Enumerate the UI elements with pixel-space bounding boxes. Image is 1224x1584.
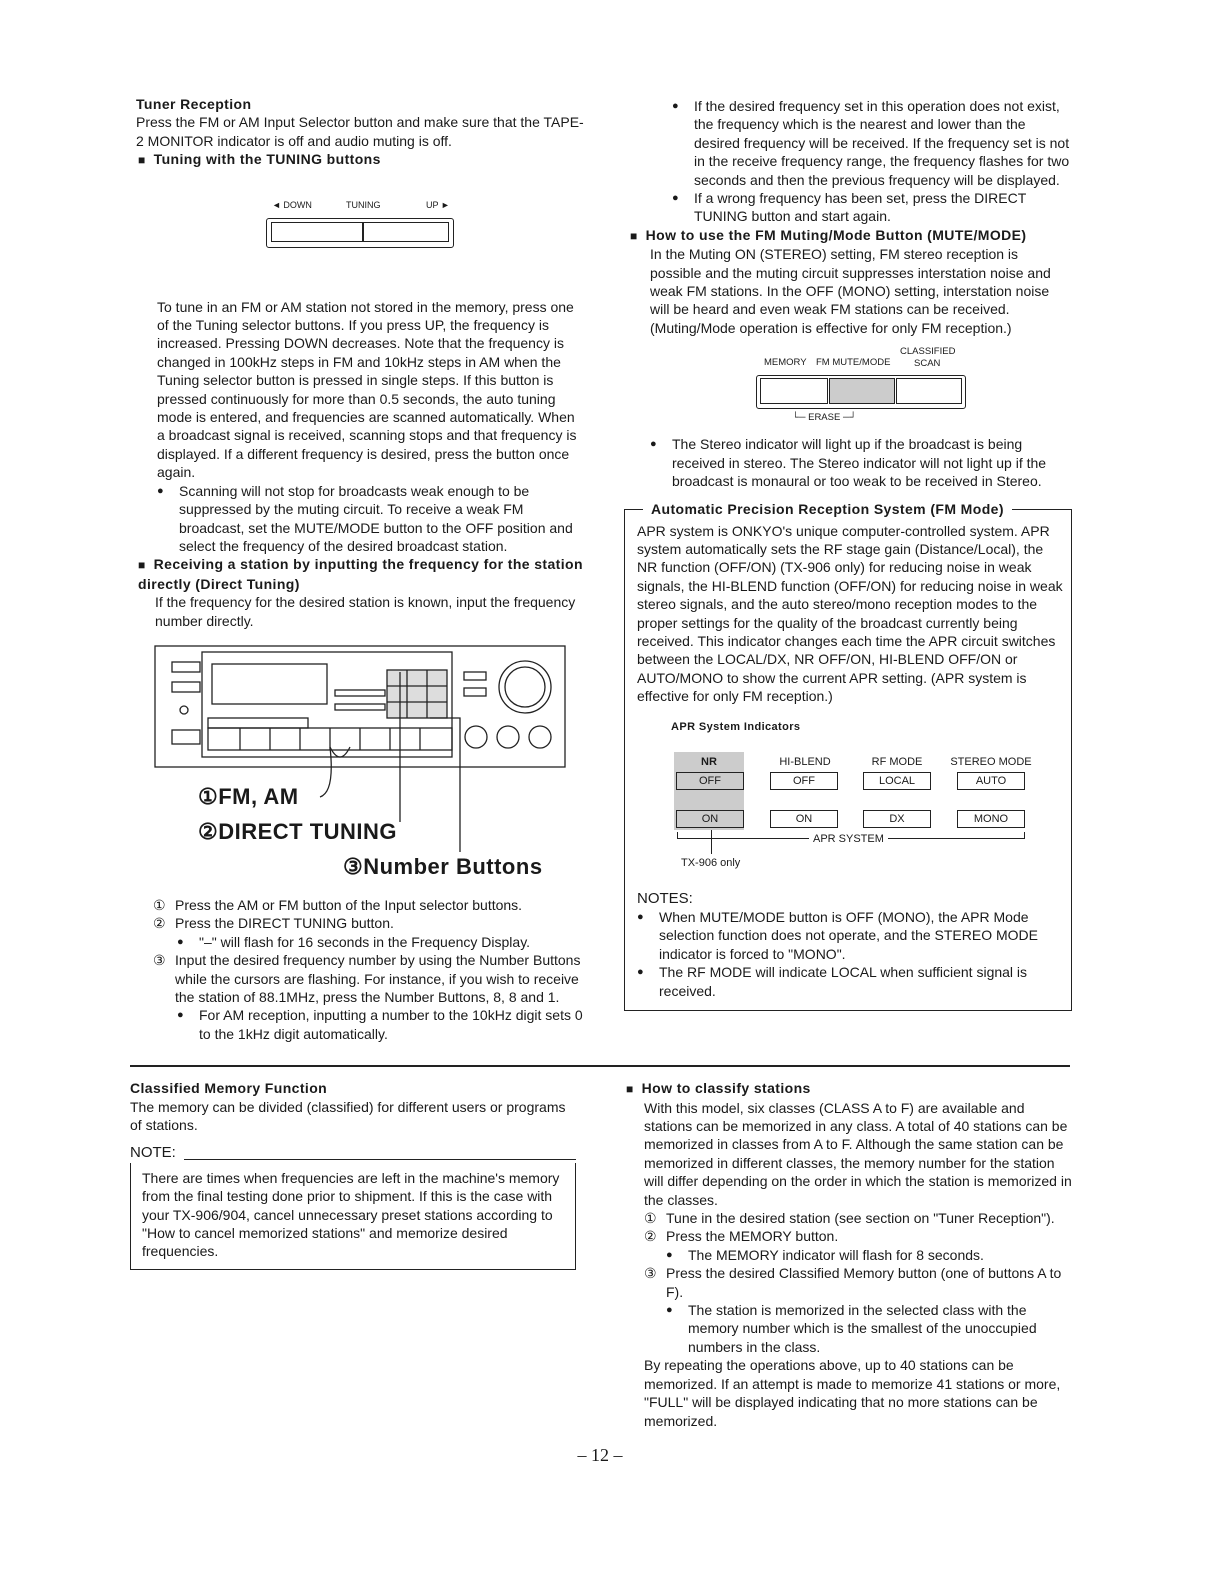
bottom-section bbox=[130, 1079, 1072, 1430]
page-content bbox=[130, 95, 1072, 1486]
muting-heading bbox=[630, 226, 1072, 245]
classify-closing: By repeating the operations above, up to 40 stations can be memorized. If an attempt is made to memorize 41 stations or more, "FULL" will be displayed indicating that no more stations can be memorized. bbox=[644, 1357, 1061, 1429]
up-label: UP ► bbox=[426, 199, 450, 210]
right-column bbox=[624, 97, 1072, 1011]
step-number: ② bbox=[644, 1228, 657, 1245]
apr-system-label: APR SYSTEM bbox=[809, 832, 888, 846]
step-text: Press the desired Classified Memory button (one of buttons A to F). bbox=[666, 1265, 1062, 1300]
tuning-paragraph: To tune in an FM or AM station not stored in the memory, press one of the Tuning selector buttons. If you press UP, the frequency is increased. Pressing DOWN decreases. Note that the frequency is changed in 100kHz steps in FM and 10kHz steps in AM when the Tuning selector button is pressed in single steps. If this button is pressed continuously for more than 0.5 seconds, the auto tuning mode is entered, and frequencies are scanned automatically. When a broadcast signal is received, scanning stops and that frequency is displayed. If a different frequency is desired, press the button once again. bbox=[157, 298, 577, 481]
stereo-mode-label: STEREO MODE bbox=[950, 755, 1032, 768]
tuning-buttons-diagram bbox=[262, 200, 458, 250]
step-text: Press the AM or FM button of the Input selector buttons. bbox=[175, 896, 523, 913]
step-3 bbox=[153, 951, 586, 1006]
note-rule bbox=[184, 1159, 576, 1160]
note-text: There are times when frequencies are left in the machine's memory from the final testing done prior to shipment. If this is the case with your TX-906/904, cancel unnecessary preset stations according to "How to cancel memorized stations" and memorize desired frequencies. bbox=[142, 1169, 560, 1260]
down-button bbox=[271, 222, 363, 242]
step-3-bullet: ● For AM reception, inputting a number to the 10kHz digit sets 0 to the 1kHz digit automatically. bbox=[177, 1006, 586, 1043]
rf-local-indicator: LOCAL bbox=[863, 772, 931, 790]
section-divider bbox=[130, 1065, 1070, 1067]
button-frame bbox=[756, 375, 966, 409]
step-number: ② bbox=[153, 915, 166, 932]
tuner-intro: Press the FM or AM Input Selector button and make sure that the TAPE-2 MONITOR indicator is off and audio muting is off. bbox=[136, 114, 584, 149]
erase-label: ERASE bbox=[808, 412, 841, 424]
classified-scan-button bbox=[896, 378, 962, 404]
hi-blend-on-indicator: ON bbox=[770, 810, 838, 828]
muting-paragraph: In the Muting ON (STEREO) setting, FM stereo reception is possible and the muting circuit suppresses interstation noise and weak FM stations. In the OFF (MONO) setting, interstation noise will be heard and even weak FM stations can be received. (Muting/Mode operation is effective for only FM reception.) bbox=[650, 246, 1051, 336]
hi-blend-label: HI-BLEND bbox=[779, 755, 831, 768]
note-box bbox=[130, 1163, 576, 1270]
bullet-nearest-frequency: ● If the desired frequency set in this operation does not exist, the frequency which is the nearest and lower than the desired frequency will be received. If the frequency set is not in the receive frequency range, the frequency flashes for two seconds and then the previous frequency will be displayed. bbox=[672, 97, 1072, 189]
memory-buttons-diagram bbox=[754, 345, 974, 429]
apr-paragraph: APR system is ONKYO's unique computer-controlled system. APR system automatically sets the RF stage gain (Distance/Local), the NR function (OFF/ON) (TX-906 only) for reducing noise in weak signals, the HI-BLEND function (OFF/ON) for reducing noise in weak stereo signals, and the auto stereo/mono reception modes to the proper settings for the quality of the broadcast currently being received. This indicator changes each time the APR circuit switches between the LOCAL/DX, NR OFF/ON, HI-BLEND OFF/ON or AUTO/MONO to show the current APR setting. (APR system is effective for only FM reception.) bbox=[637, 522, 1063, 705]
heading-text: How to classify stations bbox=[641, 1080, 811, 1097]
direct-tuning-paragraph: If the frequency for the desired station is known, input the frequency number directly. bbox=[155, 594, 576, 629]
rf-mode-label: RF MODE bbox=[871, 755, 923, 768]
stereo-auto-indicator: AUTO bbox=[957, 772, 1025, 790]
up-button bbox=[363, 222, 449, 242]
direct-tuning-heading bbox=[138, 555, 586, 593]
note-rf-mode: ● The RF MODE will indicate LOCAL when sufficient signal is received. bbox=[637, 963, 1065, 1000]
front-panel-figure bbox=[130, 642, 586, 892]
hi-blend-off-indicator: OFF bbox=[770, 772, 838, 790]
scanning-bullet: ● Scanning will not stop for broadcasts weak enough to be suppressed by the muting circuit. To receive a weak FM broadcast, set the MUTE/MODE button to the OFF position and select the frequency of the desired broadcast station. bbox=[157, 482, 586, 556]
step-text: Press the MEMORY button. bbox=[666, 1228, 839, 1245]
direct-tuning-steps bbox=[153, 896, 586, 1043]
erase-bracket: └─ ERASE ─┘ bbox=[792, 412, 857, 424]
step-text: Input the desired frequency number by using the Number Buttons while the cursors are flashing. For instance, if you wish to receive the station of 88.1MHz, press the Number Buttons, 8, 8 and 1. bbox=[175, 952, 581, 1005]
bullet-wrong-frequency: ● If a wrong frequency has been set, press the DIRECT TUNING button and start again. bbox=[672, 189, 1072, 226]
nr-off-indicator: OFF bbox=[676, 772, 744, 790]
step-text: Press the DIRECT TUNING button. bbox=[175, 915, 394, 932]
note-mute-mode: ● When MUTE/MODE button is OFF (MONO), the APR Mode selection function does not operate, and the STEREO MODE indicator is forced to "MONO". bbox=[637, 908, 1065, 963]
memory-label: MEMORY bbox=[764, 357, 807, 369]
classified-memory-section bbox=[130, 1079, 576, 1270]
classify-heading bbox=[626, 1079, 1072, 1098]
step-2-bullet: ● "–" will flash for 16 seconds in the Frequency Display. bbox=[177, 933, 586, 951]
left-column bbox=[130, 95, 586, 1043]
stereo-indicator-bullet: ● The Stereo indicator will light up if the broadcast is being received in stereo. The Stereo indicator will not light up if the broadcast is monaural or too weak to be received in Stereo. bbox=[650, 435, 1072, 490]
nr-on-indicator: ON bbox=[676, 810, 744, 828]
classify-body bbox=[644, 1099, 1072, 1430]
classify-step-2-bullet: ● The MEMORY indicator will flash for 8 seconds. bbox=[666, 1246, 1072, 1264]
nr-label: NR bbox=[701, 755, 717, 768]
scan-label: SCAN bbox=[914, 358, 941, 370]
tuner-reception-heading: Tuner Reception bbox=[136, 96, 252, 112]
heading-text: How to use the FM Muting/Mode Button (MUTE/MODE) bbox=[645, 226, 1027, 243]
step-number: ③ bbox=[153, 952, 166, 969]
apr-indicators-title: APR System Indicators bbox=[671, 720, 801, 733]
top-section bbox=[130, 95, 1072, 1043]
notes-heading: NOTES: bbox=[637, 889, 693, 907]
classify-step-3 bbox=[644, 1264, 1072, 1301]
callout-direct-tuning: ②DIRECT TUNING bbox=[198, 818, 398, 844]
memory-button bbox=[760, 378, 828, 404]
classify-paragraph: With this model, six classes (CLASS A to F) are available and stations can be memorized in any class. A total of 40 stations can be memorized in classes from A to F. Although the same station can be memorized in different classes, the memory number for the station will differ depending on the order in which the station is memorized in the classes. bbox=[644, 1099, 1072, 1208]
apr-title: Automatic Precision Reception System (FM Mode) bbox=[643, 500, 1012, 518]
apr-indicators-diagram bbox=[671, 752, 1043, 874]
stereo-mono-indicator: MONO bbox=[957, 810, 1025, 828]
nr-leader-line bbox=[711, 830, 712, 854]
classified-memory-heading: Classified Memory Function bbox=[130, 1080, 328, 1097]
mute-mode-label: FM MUTE/MODE bbox=[816, 357, 891, 369]
note-heading: NOTE: bbox=[130, 1144, 176, 1162]
step-2 bbox=[153, 914, 586, 932]
step-number: ③ bbox=[644, 1265, 657, 1282]
direct-tuning-notes bbox=[672, 97, 1072, 226]
apr-box bbox=[624, 500, 1072, 1012]
heading-text: Tuning with the TUNING buttons bbox=[153, 151, 381, 168]
mute-mode-button bbox=[829, 378, 895, 404]
down-label: ◄ DOWN bbox=[272, 199, 312, 210]
classify-step-1 bbox=[644, 1209, 1072, 1227]
apr-notes bbox=[637, 908, 1065, 1000]
step-number: ① bbox=[153, 896, 166, 913]
rf-dx-indicator: DX bbox=[863, 810, 931, 828]
classify-step-2 bbox=[644, 1227, 1072, 1245]
page-number: – 12 – bbox=[577, 1444, 623, 1465]
step-number: ① bbox=[644, 1210, 657, 1227]
classified-memory-paragraph: The memory can be divided (classified) for different users or programs of stations. bbox=[130, 1098, 566, 1133]
tuning-button-frame bbox=[266, 218, 454, 248]
step-text: Tune in the desired station (see section on "Tuner Reception"). bbox=[666, 1210, 1055, 1227]
classify-step-3-bullet: ● The station is memorized in the selected class with the memory number which is the smallest of the unoccupied numbers in the class. bbox=[666, 1301, 1072, 1356]
heading-text: Receiving a station by inputting the frequency for the station directly (Direct Tuning) bbox=[138, 556, 583, 592]
note-heading-row bbox=[130, 1144, 576, 1162]
tx906-note: TX-906 only bbox=[681, 856, 741, 869]
step-1 bbox=[153, 896, 586, 914]
tuning-buttons-heading bbox=[138, 150, 586, 169]
callout-fm-am: ①FM, AM bbox=[198, 783, 299, 809]
classified-label: CLASSIFIED bbox=[900, 346, 956, 358]
callout-number-buttons: ③Number Buttons bbox=[343, 853, 543, 879]
classify-section bbox=[626, 1079, 1072, 1430]
tuning-label: TUNING bbox=[346, 199, 381, 210]
